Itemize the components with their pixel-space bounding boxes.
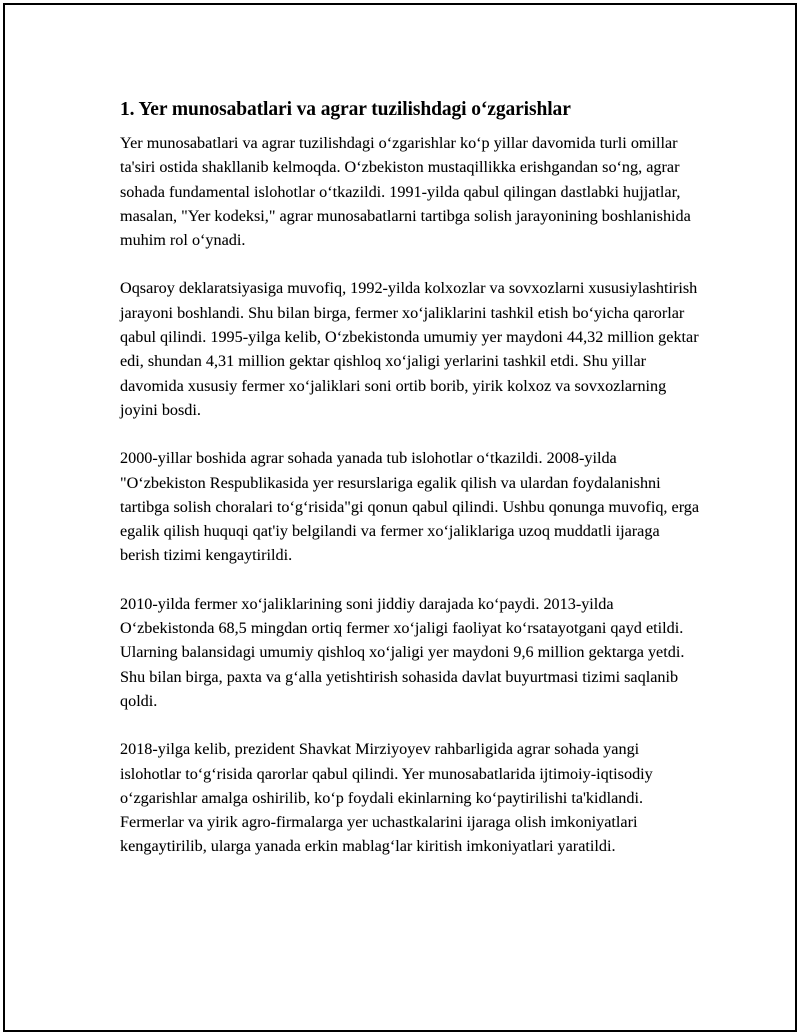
paragraph-4: 2010-yilda fermer xo‘jaliklarining soni jiddiy darajada ko‘paydi. 2013-yilda O‘zbekistonda 68,5 mingdan ortiq fermer xo‘jaligi faoliyat ko‘rsatayotgani qayd etildi. Ularning balansidagi umumiy qishloq xo‘jaligi yer maydoni 9,6 million gektarga yetdi. Shu bilan birga, paxta va g‘alla yetishtirish sohasida davlat buyurtmasi tizimi saqlanib qoldi.	[120, 594, 685, 710]
document-body	[120, 97, 700, 883]
section-heading: 1. Yer munosabatlari va agrar tuzilishdagi o‘zgarishlar	[120, 99, 571, 120]
page-border	[3, 3, 797, 1032]
paragraph-3: 2000-yillar boshida agrar sohada yanada tub islohotlar o‘tkazildi. 2008-yilda "O‘zbekiston Respublikasida yer resurslariga egalik qilish va ulardan foydalanishni tartibga solish choralari to‘g‘risida"gi qonun qabul qilindi. Ushbu qonunga muvofiq, erga egalik qilish huquqi qat'iy belgilandi va fermer xo‘jaliklariga uzoq muddatli ijaraga berish tizimi kengaytirildi.	[120, 449, 700, 565]
paragraph-5: 2018-yilga kelib, prezident Shavkat Mirziyoyev rahbarligida agrar sohada yangi islohotlar to‘g‘risida qarorlar qabul qilindi. Yer munosabatlarida ijtimoiy-iqtisodiy o‘zgarishlar amalga oshirilib, ko‘p foydali ekinlarning ko‘paytirilishi ta'kidlandi. Fermerlar va yirik agro-firmalarga yer uchastkalarini ijaraga olish imkoniyatlari kengaytirilib, ularga yanada erkin mablag‘lar kiritish imkoniyatlari yaratildi.	[120, 740, 653, 856]
paragraph-1: Yer munosabatlari va agrar tuzilishdagi o‘zgarishlar ko‘p yillar davomida turli omillar ta'siri ostida shakllanib kelmoqda. O‘zbekiston mustaqillikka erishgandan so‘ng, agrar sohada fundamental islohotlar o‘tkazildi. 1991-yilda qabul qilingan dastlabki hujjatlar, masalan, "Yer kodeksi," agrar munosabatlarni tartibga solish jarayonining boshlanishida muhim rol o‘ynadi.	[120, 134, 691, 250]
paragraph-2: Oqsaroy deklaratsiyasiga muvofiq, 1992-yilda kolxozlar va sovxozlarni xususiylashtirish jarayoni boshlandi. Shu bilan birga, fermer xo‘jaliklarini tashkil etish bo‘yicha qarorlar qabul qilindi. 1995-yilga kelib, O‘zbekistonda umumiy yer maydoni 44,32 million gektar edi, shundan 4,31 million gektar qishloq xo‘jaligi yerlarini tashkil etdi. Shu yillar davomida xususiy fermer xo‘jaliklari soni ortib borib, yirik kolxoz va sovxozlarning joyini bosdi.	[120, 279, 699, 419]
